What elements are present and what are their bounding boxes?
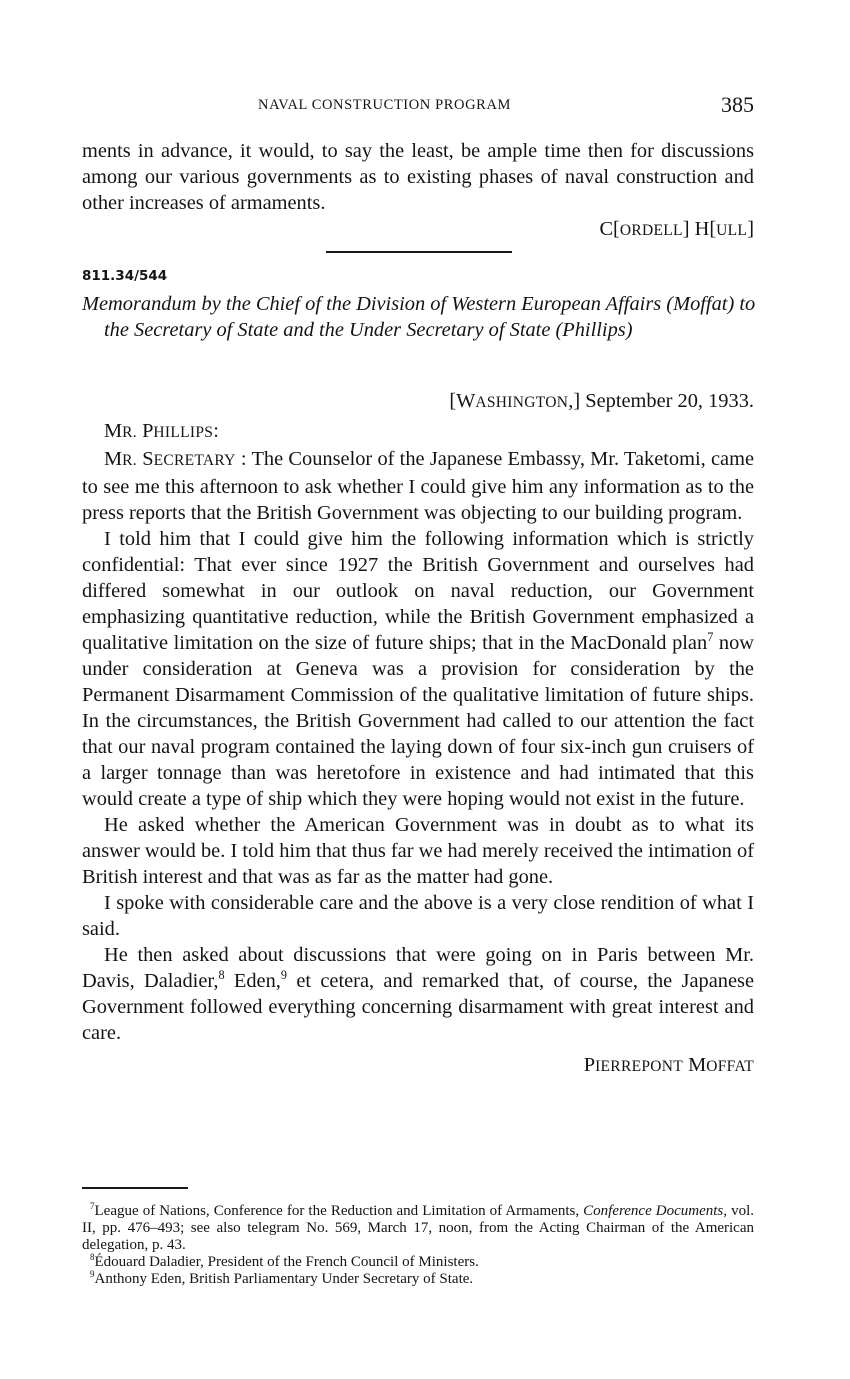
footnote-ref-8: 8 (218, 968, 225, 983)
paragraph-1: MR. SECRETARY : The Counselor of the Japanese Embassy, Mr. Taketomi, came to see me this afternoon to ask whether I could give him any information as to the press reports that the British Government was objecting to our building program. (82, 448, 754, 524)
footnote-9: $^9$Anthony Eden, British Parliamentary Under Secretary of State. (90, 1269, 474, 1287)
paragraph-2: I told him that I could give him the following information which is strictly confidential: That ever since 1927 the British Government and ourselves had differed somewhat in our outlook on naval reduction, our Government emphasizing quantitative reduction, while the British Government emphasized a qualitative limitation on the size of future ships; that in the MacDonald plan$^7$ now under consideration at Geneva was a provision for consideration by the Permanent Disarmament Commission of the qualitative limitation of future ships. In the circumstances, the British Government had called to our attention the fact that our naval program contained the laying down of four six-inch gun cruisers of a larger tonnage than was heretofore in existence and had intimated that this would create a type of ship which they were hoping would not exist in the future. (82, 528, 754, 810)
footnote-8: $^8$Édouard Daladier, President of the French Council of Ministers. (90, 1252, 479, 1270)
paragraph-4: I spoke with considerable care and the above is a very close rendition of what I said. (82, 892, 754, 940)
page-header (82, 92, 754, 122)
salutation: MR. PHILLIPS: (104, 420, 219, 442)
continuation-paragraph: ments in advance, it would, to say the least, be ample time then for discussions among our various governments as to existing phases of naval construction and other increases of armaments. (82, 140, 754, 214)
document-title: Memorandum by the Chief of the Division of Western European Affairs (Moffat) to the Secretary of State and the Under Secretary of State (Phillips) (82, 293, 756, 341)
section-divider (326, 251, 512, 253)
footnote-7: $^7$League of Nations, Conference for the Reduction and Limitation of Armaments, Conference Documents, vol. II, pp. 476–493; see also telegram No. 569, March 17, noon, from the Acting Chairman of the American delegation, p. 43. (82, 1201, 754, 1253)
memo-body (82, 418, 754, 1080)
file-number: 811.34/544 (82, 268, 168, 284)
footnote-divider (82, 1187, 188, 1189)
continuation-block (82, 138, 754, 244)
running-head: NAVAL CONSTRUCTION PROGRAM (258, 97, 512, 113)
paragraph-5: He then asked about discussions that were going on in Paris between Mr. Davis, Daladier,$^8$ Eden,$^9$ et cetera, and remarked that, of course, the Japanese Government followed everything concerning disarmament with great interest and care. (82, 944, 755, 1044)
memo-signature: PIERREPONT MOFFAT (583, 1054, 754, 1076)
footnote-ref-9: 9 (280, 968, 288, 983)
page-number: 385 (721, 92, 754, 117)
footnotes (82, 1203, 754, 1288)
paragraph-3: He asked whether the American Government was in doubt as to what its answer would be. I told him that thus far we had merely received the intimation of British interest and that was as far as the matter had gone. (82, 814, 754, 888)
footnote-ref-7: 7 (707, 630, 714, 645)
continuation-signature: C[ORDELL] H[ULL] (599, 218, 754, 240)
dateline: [WASHINGTON,] September 20, 1933. (449, 390, 754, 412)
